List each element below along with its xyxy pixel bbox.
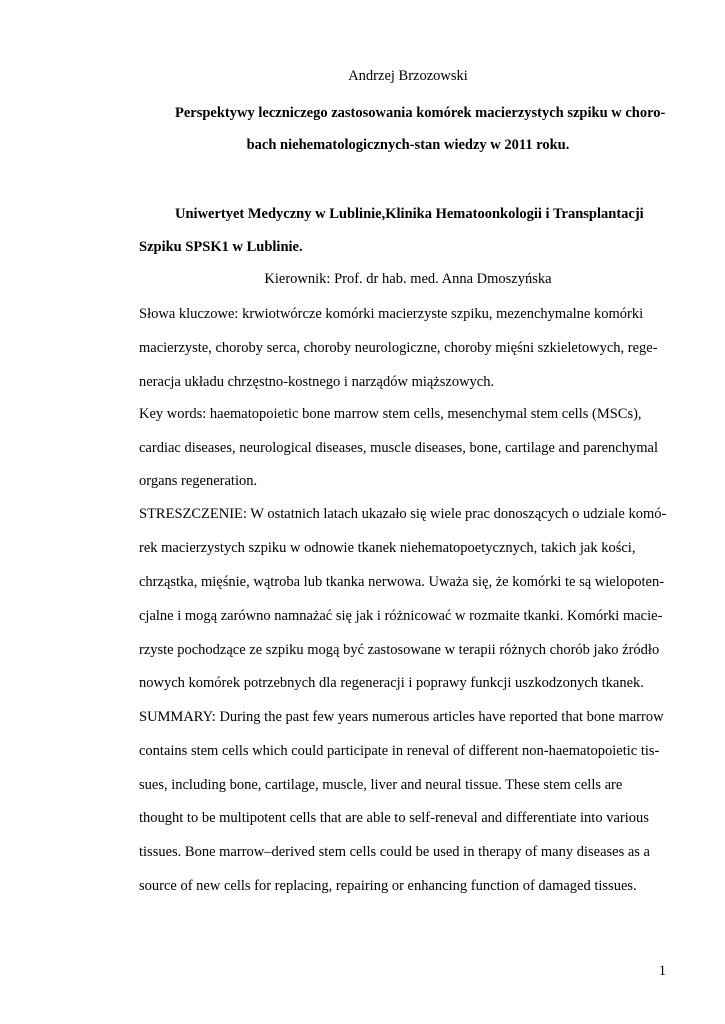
abstract-en-line-1: SUMMARY: During the past few years numerous articles have reported that bone marrow — [139, 709, 664, 725]
affiliation-line-1: Uniwertyet Medyczny w Lublinie,Klinika Hematoonkologii i Transplantacji — [175, 206, 644, 222]
keywords-pl-line-1: Słowa kluczowe: krwiotwórcze komórki macierzyste szpiku, mezenchymalne komórki — [139, 306, 644, 322]
keywords-en-line-2: cardiac diseases, neurological diseases, muscle diseases, bone, cartilage and parenchymal — [139, 440, 658, 456]
abstract-pl-line-1: STRESZCZENIE: W ostatnich latach ukazało się wiele prac donoszących o udziale komó- — [139, 506, 667, 522]
keywords-en-line-1: Key words: haematopoietic bone marrow stem cells, mesenchymal stem cells (MSCs), — [139, 406, 642, 422]
abstract-en-line-3: sues, including bone, cartilage, muscle, liver and neural tissue. These stem cells are — [139, 777, 623, 793]
keywords-pl-line-2: macierzyste, choroby serca, choroby neurologiczne, choroby mięśni szkieletowych, rege- — [139, 340, 658, 356]
keywords-pl-line-3: neracja układu chrzęstno-kostnego i narządów miąższowych. — [139, 374, 495, 390]
abstract-en-line-5: tissues. Bone marrow–derived stem cells could be used in therapy of many diseases as a — [139, 844, 650, 860]
author-name: Andrzej Brzozowski — [348, 68, 468, 84]
abstract-pl-line-3: chrząstka, mięśnie, wątroba lub tkanka nerwowa. Uważa się, że komórki te są wielopoten- — [139, 574, 665, 590]
abstract-pl-line-6: nowych komórek potrzebnych dla regeneracji i poprawy funkcji uszkodzonych tkanek. — [139, 675, 644, 691]
abstract-en-line-2: contains stem cells which could participate in reneval of different non-haematopoietic tis- — [139, 743, 660, 759]
title-line-1: Perspektywy leczniczego zastosowania komórek macierzystych szpiku w choro- — [175, 105, 666, 121]
abstract-pl-line-2: rek macierzystych szpiku w odnowie tkanek niehematopoetycznych, takich jak kości, — [139, 540, 636, 556]
abstract-en-line-4: thought to be multipotent cells that are able to self-reneval and differentiate into various — [139, 810, 649, 826]
abstract-pl-line-4: cjalne i mogą zarówno namnażać się jak i różnicować w rozmaite tkanki. Komórki macie- — [139, 608, 663, 624]
title-line-2: bach niehematologicznych-stan wiedzy w 2011 roku. — [246, 137, 570, 153]
abstract-en-line-6: source of new cells for replacing, repairing or enhancing function of damaged tissues. — [139, 878, 637, 894]
abstract-pl-line-5: rzyste pochodzące ze szpiku mogą być zastosowane w terapii różnych chorób jako źródło — [139, 642, 660, 658]
department-head: Kierownik: Prof. dr hab. med. Anna Dmoszyńska — [264, 271, 552, 287]
page-number: 1 — [658, 963, 666, 979]
affiliation-line-2: Szpiku SPSK1 w Lublinie. — [139, 239, 303, 255]
keywords-en-line-3: organs regeneration. — [139, 473, 258, 489]
